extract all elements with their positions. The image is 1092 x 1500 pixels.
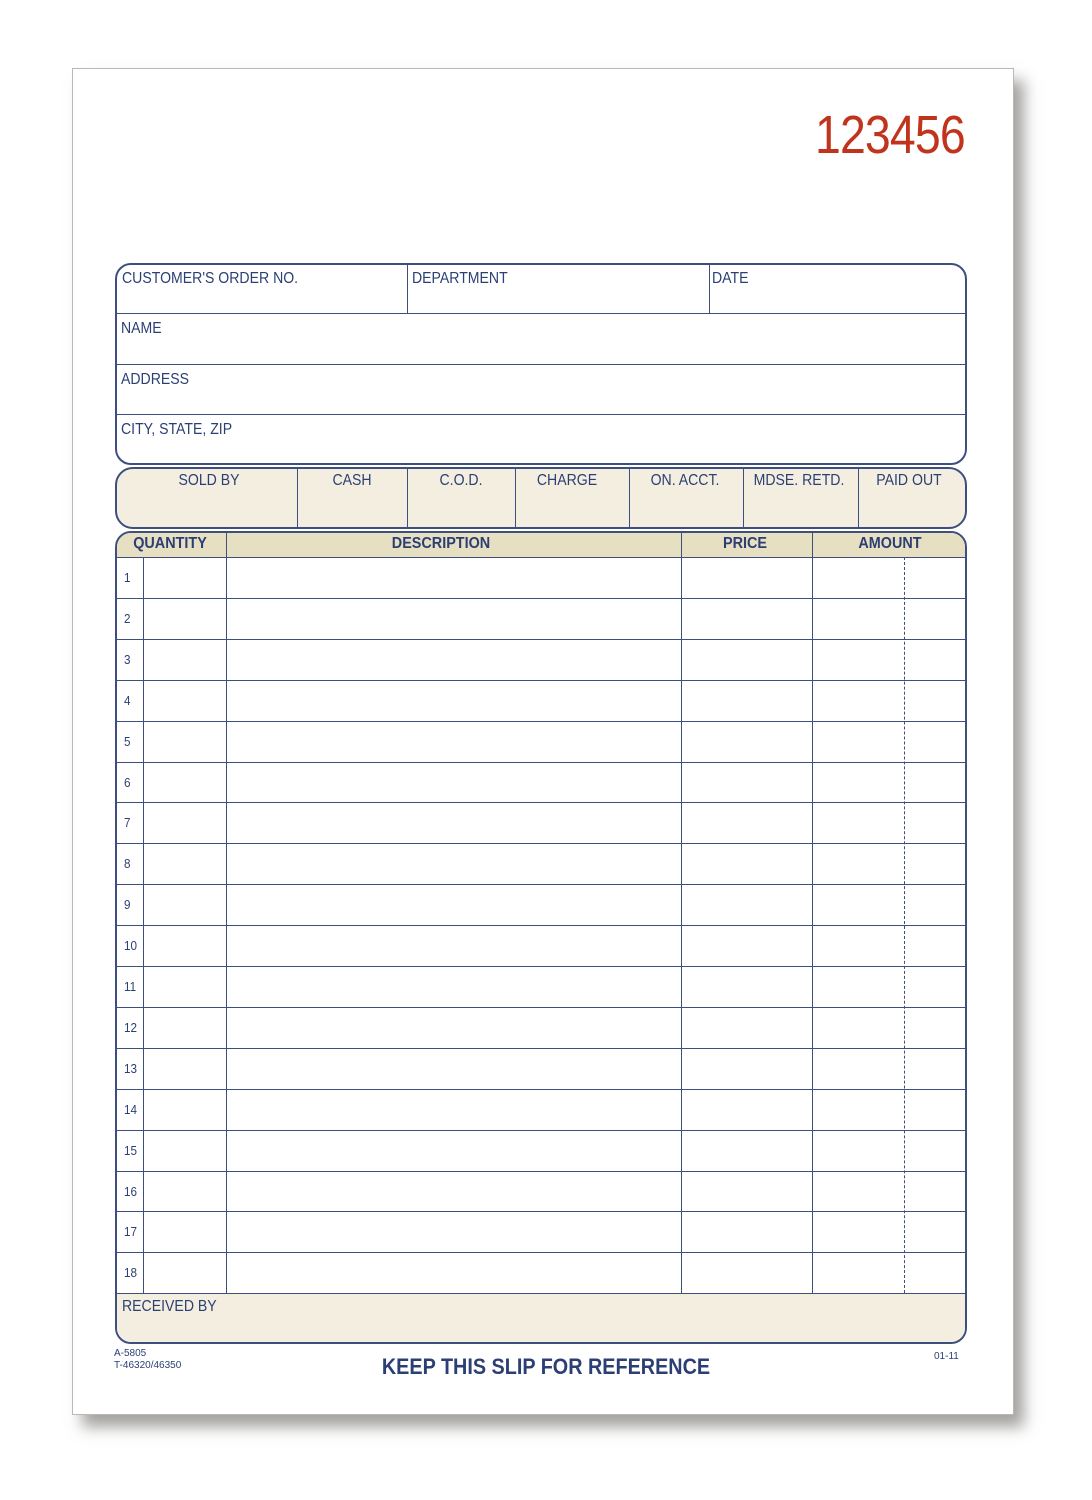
divider [407,264,408,314]
divider [116,414,966,415]
column-divider [681,533,682,1293]
row-number: 11 [124,979,137,994]
table-row[interactable] [116,1293,966,1294]
table-row[interactable] [116,1252,966,1253]
table-row[interactable] [116,925,966,926]
divider [515,469,516,527]
name-field[interactable]: NAME [121,320,162,337]
footer-note: KEEP THIS SLIP FOR REFERENCE [381,1354,711,1379]
table-row[interactable] [116,1089,966,1090]
column-divider [226,533,227,1293]
table-row[interactable] [116,721,966,722]
table-row[interactable] [116,966,966,967]
table-row[interactable] [116,1211,966,1212]
row-number: 14 [124,1101,138,1117]
row-number: 13 [124,1060,138,1076]
price-header: PRICE [722,535,768,552]
table-row[interactable] [116,1171,966,1172]
divider [116,313,966,314]
quantity-header: QUANTITY [133,535,207,552]
table-row[interactable] [116,598,966,599]
date-code: 01-11 [934,1351,959,1362]
column-divider [812,533,813,1293]
sold-by-field[interactable]: SOLD BY [178,472,240,489]
row-number: 6 [124,774,131,790]
row-number: 16 [124,1183,138,1199]
table-row[interactable] [116,884,966,885]
on-account-field[interactable]: ON. ACCT. [650,472,720,489]
row-number: 9 [124,897,131,913]
table-row[interactable] [116,802,966,803]
description-header: DESCRIPTION [391,535,491,552]
row-number: 7 [124,815,131,831]
paid-out-field[interactable]: PAID OUT [876,472,942,489]
row-number: 1 [124,570,131,585]
date-field[interactable]: DATE [712,270,749,287]
table-row[interactable] [116,1048,966,1049]
divider [116,364,966,365]
divider [629,469,630,527]
divider [858,469,859,527]
row-number: 18 [124,1265,138,1281]
row-number: 8 [124,856,131,872]
table-header [117,533,965,558]
row-number: 12 [124,1019,138,1035]
row-number: 5 [124,733,131,749]
form-code: A-5805 [114,1348,147,1359]
table-row[interactable] [116,639,966,640]
department-field[interactable]: DEPARTMENT [412,270,508,287]
table-row[interactable] [116,1130,966,1131]
cod-field[interactable]: C.O.D. [439,472,483,489]
row-number: 10 [124,938,138,954]
row-number: 15 [124,1142,138,1158]
table-row[interactable] [116,1007,966,1008]
amount-header: AMOUNT [858,535,922,552]
received-by-field[interactable]: RECEIVED BY [122,1298,217,1315]
form-number: 123456 [815,105,965,165]
mdse-returned-field[interactable]: MDSE. RETD. [753,472,845,489]
line-items-table [115,531,967,1344]
customer-order-no-field[interactable]: CUSTOMER'S ORDER NO. [122,270,299,287]
table-row[interactable] [116,680,966,681]
divider [743,469,744,527]
row-number: 3 [124,651,131,667]
city-state-zip-field[interactable]: CITY, STATE, ZIP [121,421,233,438]
row-number: 17 [124,1224,138,1240]
cash-field[interactable]: CASH [332,472,372,489]
charge-field[interactable]: CHARGE [536,472,598,489]
divider [709,264,710,314]
table-row[interactable] [116,843,966,844]
table-row[interactable] [116,762,966,763]
catalog-code: T-46320/46350 [114,1360,182,1371]
row-number: 2 [124,610,131,626]
divider [297,469,298,527]
address-field[interactable]: ADDRESS [121,371,190,388]
divider [407,469,408,527]
received-by-band [117,1293,965,1344]
row-number: 4 [124,692,131,708]
